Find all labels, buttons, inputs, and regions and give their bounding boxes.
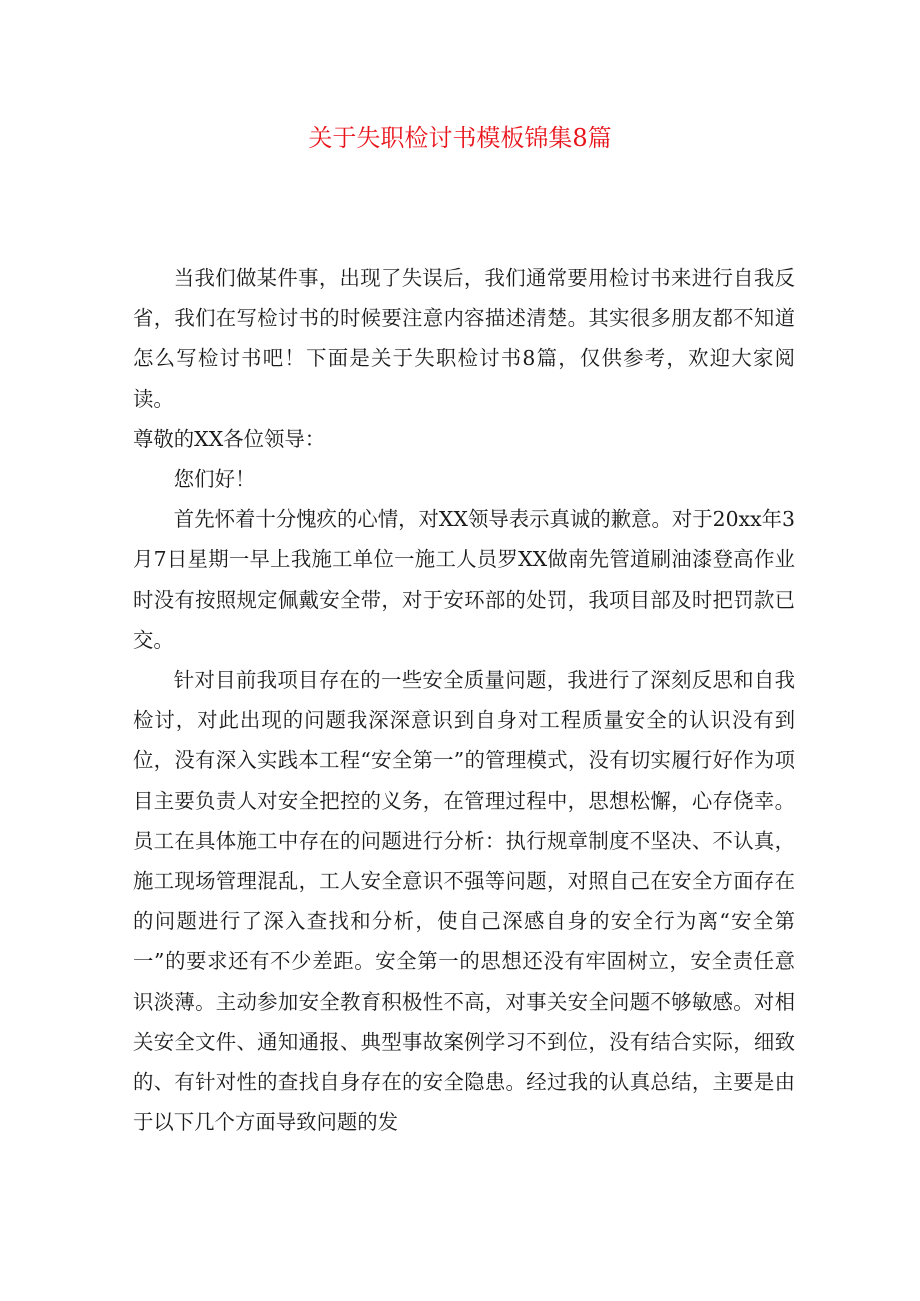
apology-paragraph: 首先怀着十分愧疚的心情，对XX领导表示真诚的歉意。对于20xx年3月7日星期一早上我施工单位一施工人员罗XX做南先管道刷油漆登高作业时没有按照规定佩戴安全带，对于安环部的处罚，我项目部及时把罚款已交。 xyxy=(133,507,795,652)
reflection-paragraph: 针对目前我项目存在的一些安全质量问题，我进行了深刻反思和自我检讨，对此出现的问题我深深意识到自身对工程质量安全的认识没有到位，没有深入实践本工程“安全第一”的管理模式，没有切实履行好作为项目主要负责人对安全把控的义务，在管理过程中，思想松懈，心存侥幸。员工在具体施工中存在的问题进行分析：执行规章制度不坚决、不认真，施工现场管理混乱，工人安全意识不强等问题，对照自己在安全方面存在的问题进行了深入查找和分析，使自己深感自身的安全行为离“安全第一”的要求还有不少差距。安全第一的思想还没有牢固树立，安全责任意识淡薄。主动参加安全教育积极性不高，对事关安全问题不够敏感。对相关安全文件、通知通报、典型事故案例学习不到位，没有结合实际，细致的、有针对性的查找自身存在的安全隐患。经过我的认真总结，主要是由于以下几个方面导致问题的发 xyxy=(133,668,795,1135)
document-title: 关于失职检讨书模板锦集8篇 xyxy=(308,124,612,152)
intro-paragraph: 当我们做某件事，出现了失误后，我们通常要用检讨书来进行自我反省，我们在写检讨书的时候要注意内容描述清楚。其实很多朋友都不知道怎么写检讨书吧！下面是关于失职检讨书8篇，仅供参考，欢迎大家阅读。 xyxy=(133,266,795,411)
greeting: 您们好！ xyxy=(173,467,256,492)
document-body xyxy=(133,258,795,1142)
salutation: 尊敬的XX各位领导： xyxy=(133,426,326,451)
